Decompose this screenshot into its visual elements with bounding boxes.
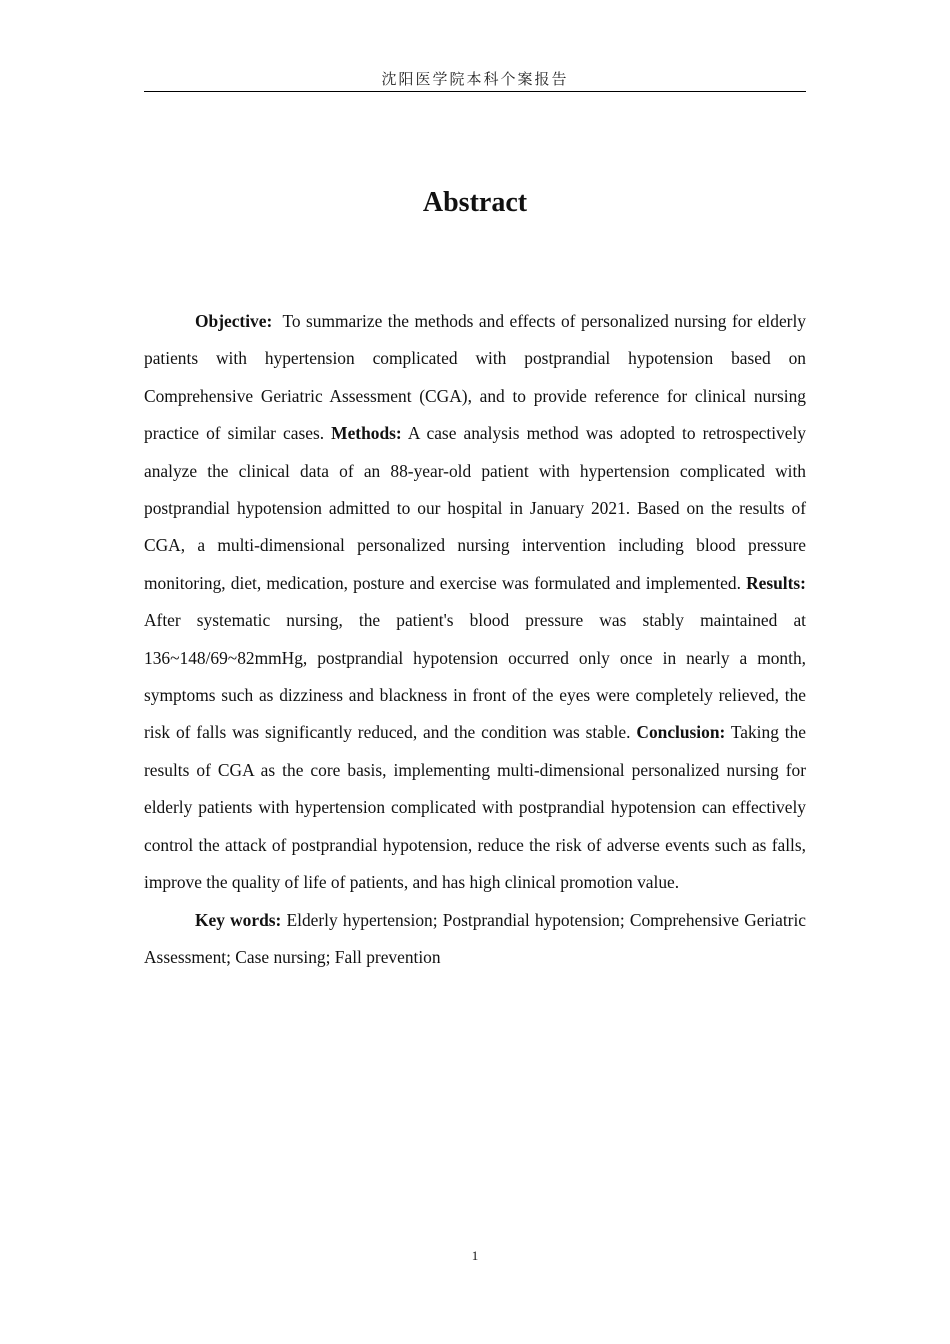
results-text: After systematic nursing, the patient's blood pressure was stably maintained at 136~148/69~82mmHg, postprandial hypotension occurred only once in nearly a month, symptoms such as dizziness and blackness in front of the eyes were completely relieved, the risk of falls was significantly reduced, and the condition was stable.	[144, 610, 806, 743]
conclusion-text: Taking the results of CGA as the core basis, implementing multi-dimensional personalized nursing for elderly patients with hypertension complicated with postprandial hypotension can effectively control the attack of postprandial hypotension, reduce the risk of adverse events such as falls, improve the quality of life of patients, and has high clinical promotion value.	[144, 722, 807, 893]
keywords-text: Elderly hypertension; Postprandial hypotension; Comprehensive Geriatric Assessment; Case nursing; Fall prevention	[144, 909, 806, 967]
abstract-paragraph	[144, 303, 806, 902]
abstract-title: Abstract	[422, 187, 528, 218]
abstract-body	[144, 303, 806, 976]
methods-text: A case analysis method was adopted to retrospectively analyze the clinical data of an 88-year-old patient with hypertension complicated with postprandial hypotension admitted to our hospital in January 2021. Based on the results of CGA, a multi-dimensional personalized nursing intervention including blood pressure monitoring, diet, medication, posture and exercise was formulated and implemented.	[144, 423, 806, 593]
keywords-paragraph	[144, 902, 806, 977]
objective-label: Objective:	[195, 311, 273, 331]
results-label: Results:	[746, 572, 806, 593]
page-header	[144, 68, 806, 92]
objective-text: To summarize the methods and effects of personalized nursing for elderly patients with hypertension complicated with postprandial hypotension based on Comprehensive Geriatric Assessment (CGA), and to provide reference for clinical nursing practice of similar cases.	[144, 311, 806, 444]
header-title: 沈阳医学院本科个案报告	[381, 70, 569, 88]
keywords-label: Key words:	[195, 909, 282, 930]
methods-label: Methods:	[331, 423, 402, 444]
conclusion-label: Conclusion:	[636, 722, 726, 743]
page-number: 1	[471, 1248, 479, 1263]
